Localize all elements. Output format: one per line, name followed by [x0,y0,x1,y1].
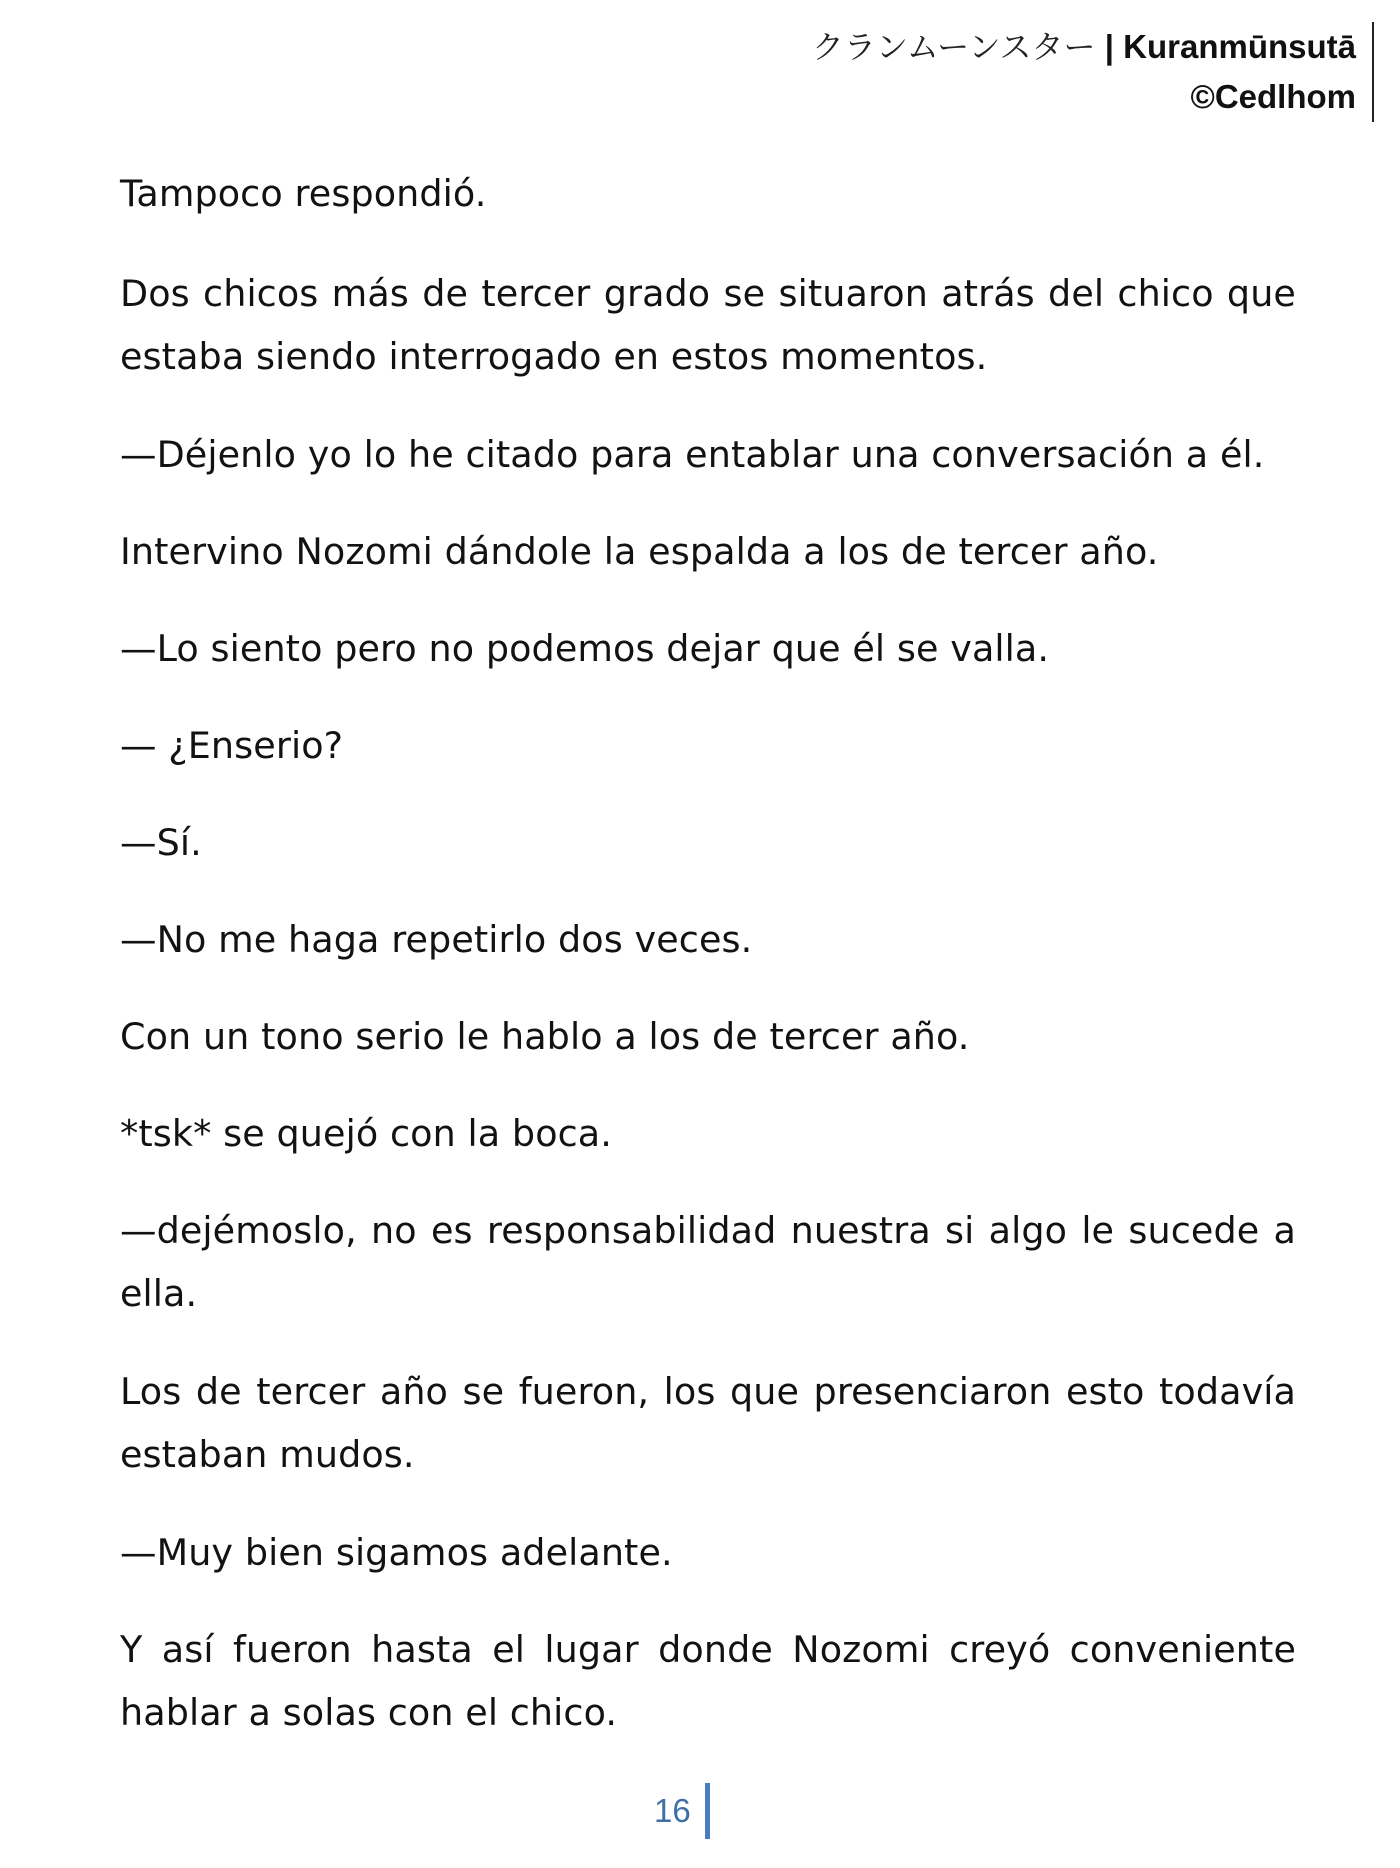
paragraph: —Muy bien sigamos adelante. [120,1531,673,1574]
paragraph: Y así fueron hasta el lugar donde Nozomi creyó conveniente hablar a solas con el chico. [120,1628,1296,1734]
series-title-romaji: Kuranmūnsutā [1123,28,1356,65]
paragraph: Dos chicos más de tercer grado se situaron atrás del chico que estaba siendo interrogado en estos momentos. [120,272,1296,378]
paragraph: —Déjenlo yo lo he citado para entablar una conversación a él. [120,433,1265,476]
paragraph: —dejémoslo, no es responsabilidad nuestra si algo le sucede a ella. [120,1209,1296,1315]
paragraph: *tsk* se quejó con la boca. [120,1112,612,1155]
paragraph: Con un tono serio le hablo a los de tercer año. [120,1015,970,1058]
header-separator: | [1095,28,1124,65]
paragraph: — ¿Enserio? [120,724,344,767]
paragraph: Los de tercer año se fueron, los que presenciaron esto todavía estaban mudos. [120,1370,1296,1476]
paragraph: —Sí. [120,821,202,864]
series-title-japanese: クランムーンスター [812,28,1096,66]
header-title-line [812,22,1356,72]
copyright-notice: ©Cedlhom [1190,78,1356,115]
paragraph: Tampoco respondió. [120,172,487,215]
page-header [812,22,1374,122]
paragraph: —No me haga repetirlo dos veces. [120,918,753,961]
paragraph: Intervino Nozomi dándole la espalda a los de tercer año. [120,530,1159,573]
paragraph: —Lo siento pero no podemos dejar que él se valla. [120,627,1050,670]
page-number: 16 [654,1783,710,1839]
